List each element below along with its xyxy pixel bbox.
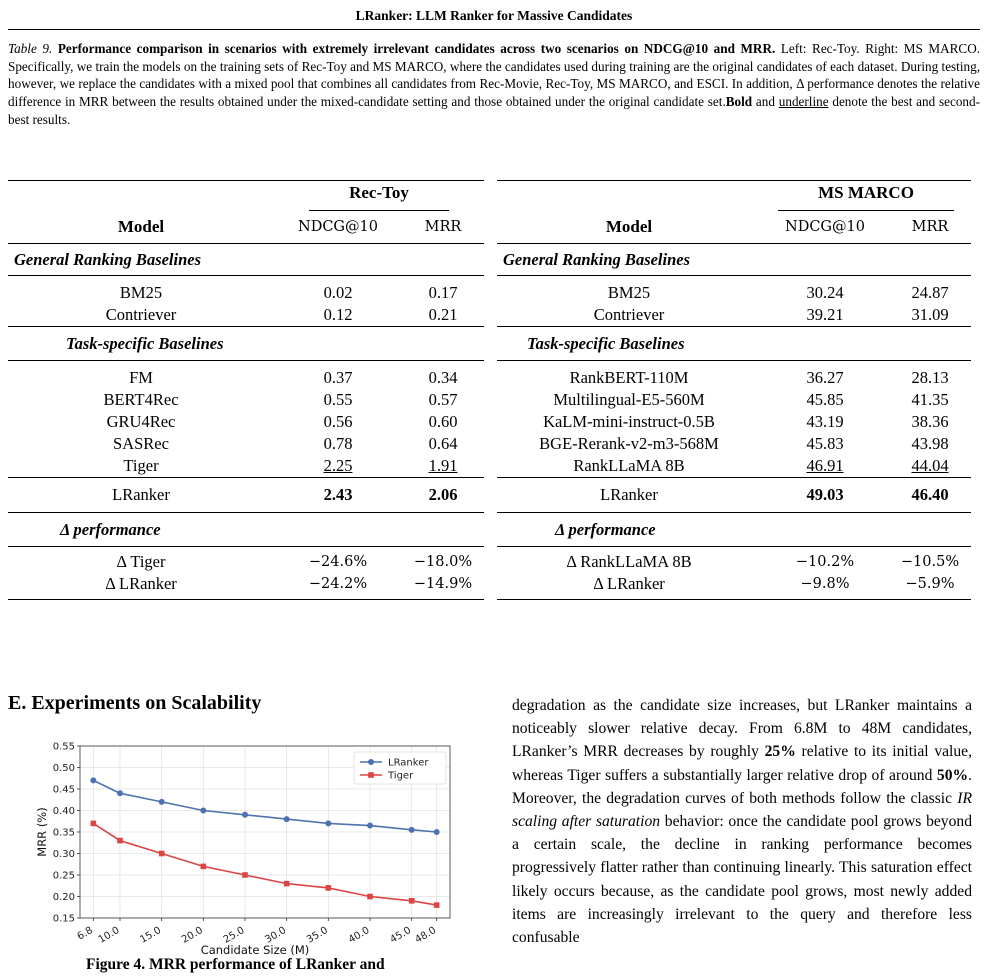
y-tick-label: 0.20 [52,892,75,903]
legend-marker [368,772,374,778]
caption-tail: denote the best and second-best results. [8,94,981,127]
table-cell-ndcg: 0.37 [274,361,402,390]
left-results-table [8,180,484,600]
data-point-lranker [159,799,165,805]
left-dataset-header: Rec-Toy [309,182,449,211]
data-point-tiger [201,864,207,870]
x-tick-label: 30.0 [263,925,289,946]
y-tick-label: 0.15 [52,913,75,925]
right-col-ndcg: NDCG@10 [785,219,865,235]
y-axis-label: MRR (%) [35,807,49,857]
body-text-3: . Moreover, the degradation curves of both methods follow the classic [512,766,972,807]
table-cell-mrr: 28.13 [889,361,971,390]
x-tick-label: 6.8 [75,925,95,943]
table-cell-ndcg: 30.24 [761,276,889,305]
table-row-model: Δ LRanker [497,573,761,600]
table-row-model: Multilingual-E5-560M [553,390,705,409]
caption-and-word: and [755,94,775,110]
table-row-model: KaLM-mini-instruct-0.5B [543,412,715,431]
table-row-model: Δ Tiger [8,547,274,574]
right-col-mrr: MRR [911,219,949,235]
series-line-tiger [93,823,436,905]
caption-title: Performance comparison in scenarios with extremely irrelevant candidates across two scenarios on NDCG@10 and MRR [57,41,772,56]
right-group2-label: Task-specific Baselines [497,327,971,361]
table-row-model: BERT4Rec [103,390,179,409]
y-tick-label: 0.55 [52,741,75,753]
right-group1-label: General Ranking Baselines [497,244,971,276]
table-row-model: RankLLaMA 8B [573,456,685,475]
table-cell-ndcg: 49.03 [761,478,889,513]
section-heading: E. Experiments on Scalability [8,692,262,714]
right-delta-label: Δ performance [497,513,971,547]
data-point-lranker [242,812,248,818]
x-tick-label: 40.0 [346,925,372,946]
x-axis-label: Candidate Size (M) [200,943,310,957]
table-cell-ndcg: −9.8% [761,573,889,600]
x-tick-label: 48.0 [413,925,439,946]
table-cell-ndcg: −24.6% [274,547,402,574]
table-cell-ndcg: −10.2% [761,547,889,574]
data-point-lranker [200,808,206,814]
y-tick-label: 0.45 [52,784,75,796]
table-cell-mrr: 0.64 [428,434,458,453]
table-cell-mrr: −14.9% [402,573,484,600]
body-paragraph [512,694,972,949]
x-tick-label: 45.0 [388,925,414,946]
table-cell-mrr: 24.87 [889,276,971,305]
left-group1-label: General Ranking Baselines [8,244,484,276]
data-point-lranker [90,777,96,783]
data-point-lranker [409,827,415,833]
table-cell-mrr: −10.5% [889,547,971,574]
table-caption: Table 9. Performance comparison in scenarios with extremely irrelevant candidates across two scenarios on NDCG@10 and MRR. Left: Rec-Toy. Right: MS MARCO. Specifically, we train the models on the training sets of Rec-Toy and MS MARCO, where the candidates used during training are the original candidates of each dataset. During testing, however, we replace the candidates with a mixed pool that combines all candidates from Rec-Movie, Rec-Toy, MS MARCO, and ESCI. In addition, Δ performance denotes the relative difference in MRR between the results obtained under the mixed-candidate setting and those obtained under the original candidate set.Bold and underline denote the best and second-best results. [8,41,981,127]
table-cell-ndcg: 0.12 [323,305,353,324]
table-row-model: Tiger [123,456,159,475]
table-cell-mrr: 46.40 [889,478,971,513]
table-row-model: SASRec [113,434,169,453]
table-cell-ndcg: 2.25 [323,456,353,475]
table-cell-ndcg: 46.91 [806,456,844,475]
table-cell-ndcg: 0.55 [323,390,353,409]
header-rule [8,29,980,30]
data-point-lranker [325,820,331,826]
table-cell-ndcg: 39.21 [806,305,844,324]
table-cell-mrr: −18.0% [402,547,484,574]
data-point-tiger [91,821,97,827]
body-text-1: degradation as the candidate size increases, but LRanker maintains a noticeably slower relative decay. From 6.8M to 48M candidates, LRanker’s MRR decreases by roughly [512,697,972,761]
body-italic: IR scaling after saturation [512,789,972,831]
table-row-model: Contriever [593,305,665,324]
table-row-model: LRanker [8,478,274,513]
table-cell-ndcg: 45.83 [806,434,844,453]
right-col-model: Model [605,217,653,236]
y-tick-label: 0.35 [52,827,75,839]
table-cell-mrr: 0.17 [402,276,484,305]
data-point-tiger [117,838,123,844]
caption-label: Table 9. [8,41,53,56]
table-row-model: Δ RankLLaMA 8B [497,547,761,574]
table-cell-mrr: 0.57 [428,390,458,409]
caption-underline-word: underline [778,94,829,110]
left-col-mrr: MRR [424,219,462,235]
data-point-tiger [326,885,332,891]
y-tick-label: 0.50 [52,763,75,774]
body-text-2: relative to its initial value, whereas Tiger suffers a substantially larger relative drop of around [512,743,972,784]
table-cell-ndcg: 43.19 [806,412,844,431]
caption-bold-word: Bold [725,94,753,110]
data-point-tiger [159,851,165,857]
legend-label: Tiger [388,770,414,782]
data-point-tiger [434,902,440,908]
data-point-lranker [367,823,373,829]
table-cell-mrr: 43.98 [911,434,949,453]
table-row-model: BGE-Rerank-v2-m3-568M [539,434,719,453]
scalability-line-chart [10,740,470,958]
running-header: LRanker: LLM Ranker for Massive Candidates [355,8,633,23]
body-bold-1: 25% [764,743,796,761]
table-cell-mrr: 1.91 [428,456,458,475]
body-bold-2: 50% [936,766,969,784]
y-tick-label: 0.25 [52,870,75,882]
x-tick-label: 15.0 [138,925,164,946]
table-cell-ndcg: 36.27 [761,361,889,390]
table-cell-mrr: 2.06 [402,478,484,513]
table-cell-ndcg: 45.85 [806,390,844,409]
right-results-table [497,180,971,600]
legend-marker [368,759,374,765]
x-tick-label: 35.0 [305,925,330,946]
table-row-model: GRU4Rec [106,412,176,431]
legend-label: LRanker [388,757,429,769]
table-cell-mrr: 0.21 [428,305,458,324]
y-tick-label: 0.30 [52,849,75,860]
table-row-model: RankBERT-110M [497,361,761,390]
left-col-model: Model [117,217,165,236]
data-point-lranker [284,816,290,822]
table-cell-mrr: −5.9% [889,573,971,600]
table-cell-mrr: 0.60 [428,412,458,431]
table-row-model: BM25 [497,276,761,305]
left-col-ndcg: NDCG@10 [298,219,378,235]
table-cell-mrr: 44.04 [911,456,949,475]
table-cell-ndcg: 0.02 [274,276,402,305]
table-cell-mrr: 31.09 [911,305,949,324]
caption-body: Left: Rec-Toy. Right: MS MARCO. Specifically, we train the models on the training sets of Rec-Toy and MS MARCO, where the candidates used during training are the original candidates of each dataset. During testing, however, we replace the candidates with a mixed pool that combines all candidates from Rec-Movie, Rec-Toy, MS MARCO, and ESCI. In addition, Δ performance denotes the relative difference in MRR between the results obtained under the mixed-candidate setting and those obtained under the original candidate set. [8,41,981,110]
table-row-model: Δ LRanker [8,573,274,600]
data-point-lranker [117,790,123,796]
x-tick-label: 25.0 [221,925,247,946]
x-tick-label: 20.0 [180,925,205,946]
table-row-model: Contriever [105,305,177,324]
body-text-4: behavior: once the candidate pool grows beyond a certain scale, the decline in ranking performance becomes progressively flatter rather than continuing linearly. This saturation effect likely occurs because, as the candidate pool grows, most newly added items are increasingly irrelevant to the query and therefore less confusable [512,813,972,947]
table-row-model: BM25 [8,276,274,305]
right-dataset-header: MS MARCO [778,182,954,211]
table-cell-mrr: 41.35 [911,390,949,409]
table-row-model: FM [8,361,274,390]
data-point-tiger [409,898,415,904]
data-point-tiger [284,881,290,887]
data-point-lranker [434,829,440,835]
left-group2-label: Task-specific Baselines [8,327,484,361]
series-line-lranker [93,780,436,832]
y-tick-label: 0.40 [52,806,75,817]
table-cell-ndcg: −24.2% [274,573,402,600]
table-cell-ndcg: 0.78 [323,434,353,453]
data-point-tiger [242,872,248,878]
table-cell-ndcg: 0.56 [323,412,353,431]
table-cell-ndcg: 2.43 [274,478,402,513]
table-row-model: LRanker [497,478,761,513]
table-cell-mrr: 38.36 [911,412,949,431]
figure-caption: Figure 4. MRR performance of LRanker and [86,956,385,973]
x-tick-label: 10.0 [96,925,122,946]
data-point-tiger [367,894,373,900]
table-cell-mrr: 0.34 [402,361,484,390]
left-delta-label: Δ performance [8,513,484,547]
